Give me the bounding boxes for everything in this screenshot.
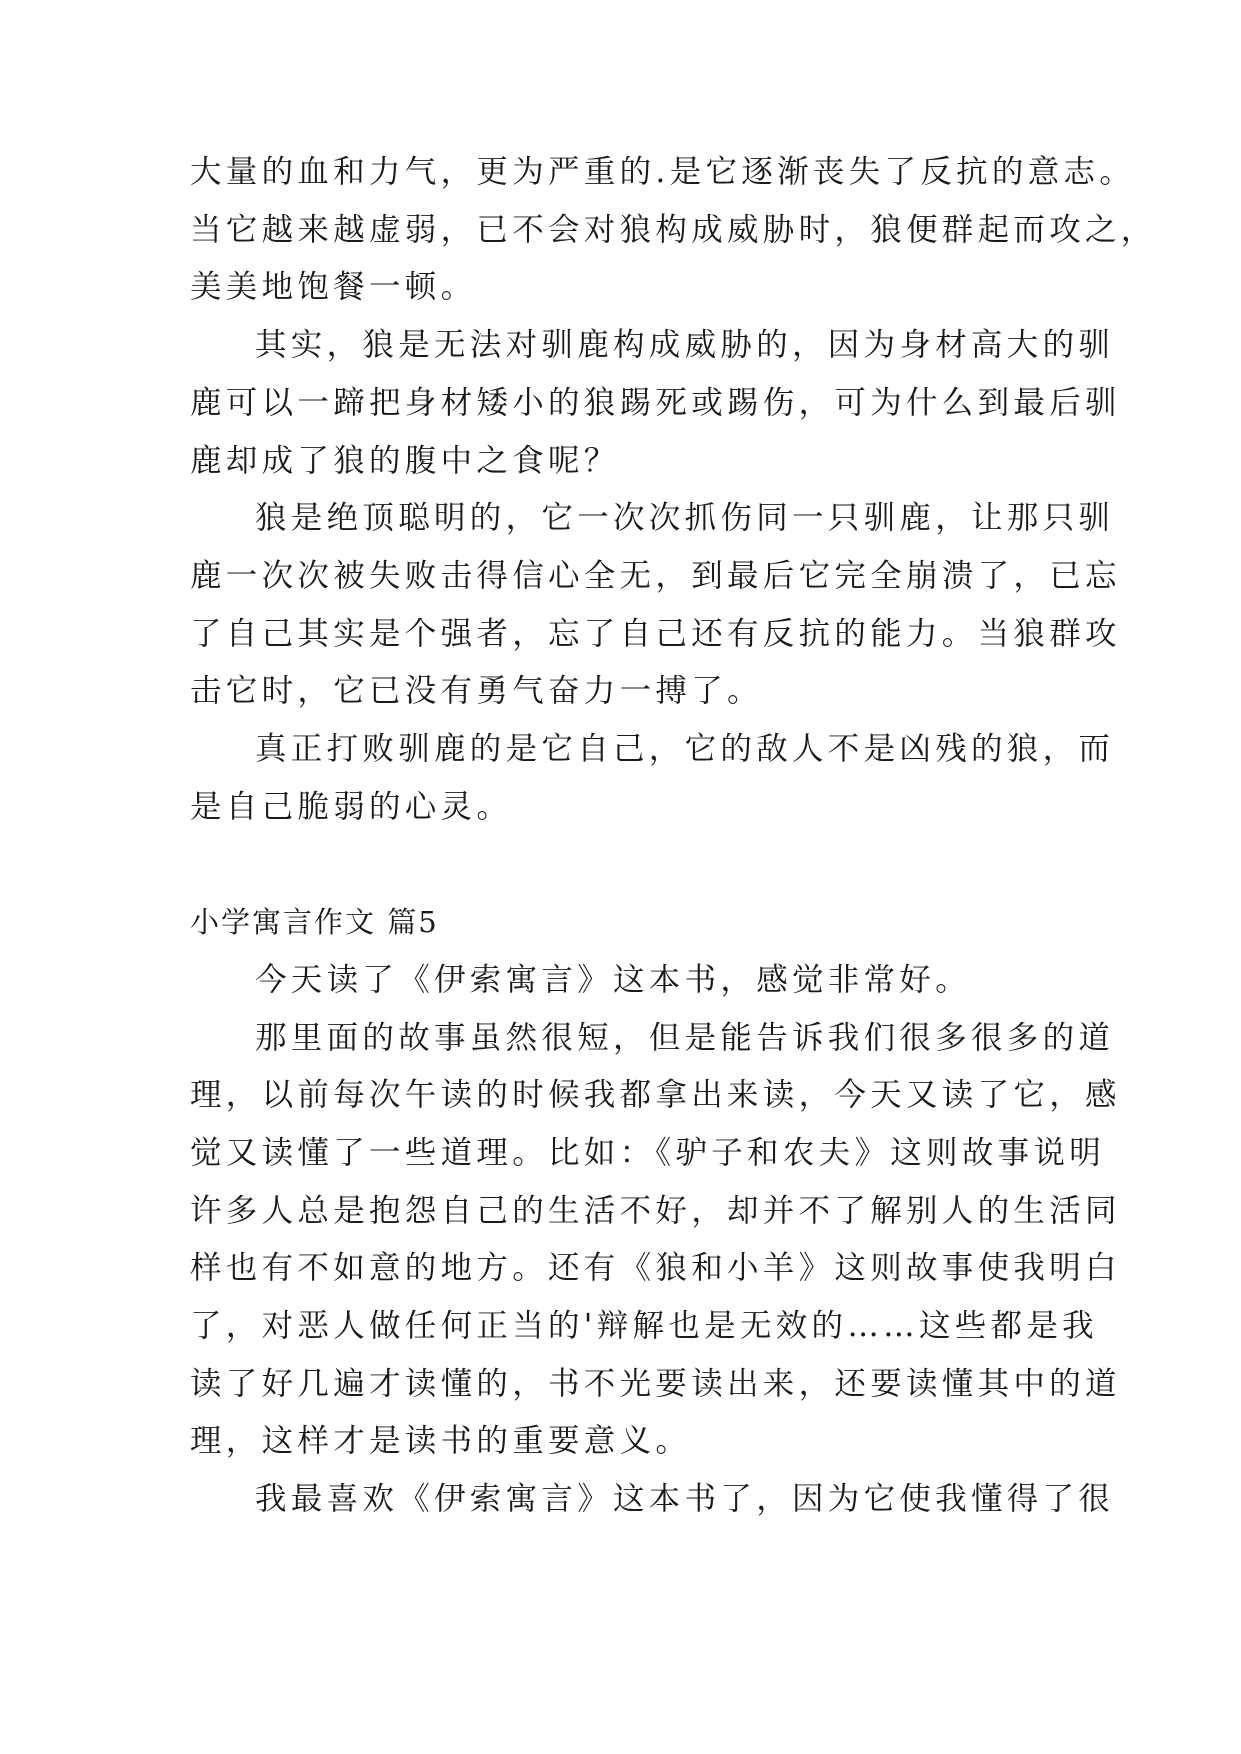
paragraph-line: 大量的血和力气，更为严重的.是它逐渐丧失了反抗的意志。 — [190, 154, 1136, 190]
paragraph-line: 今天读了《伊索寓言》这本书，感觉非常好。 — [255, 961, 972, 998]
paragraph-line: 了自己其实是个强者，忘了自己还有反抗的能力。当狼群攻 — [190, 615, 1121, 652]
paragraph-line: 觉又读懂了一些道理。比如：《驴子和农夫》这则故事说明 — [190, 1134, 1106, 1171]
paragraph-line: 鹿却成了狼的腹中之食呢？ — [190, 442, 620, 479]
paragraph-line: 理，这样才是读书的重要意义。 — [190, 1423, 692, 1460]
paragraph-line: 真正打败驯鹿的是它自己，它的敌人不是凶残的狼，而 — [255, 731, 1115, 767]
paragraph-line: 是自己脆弱的心灵。 — [190, 788, 513, 825]
paragraph-line: 样也有不如意的地方。还有《狼和小羊》这则故事使我明白 — [190, 1250, 1121, 1287]
paragraph-line: 我最喜欢《伊索寓言》这本书了，因为它使我懂得了很 — [255, 1481, 1115, 1518]
paragraph-line: 鹿可以一蹄把身材矮小的狼踢死或踢伤，可为什么到最后驯 — [190, 384, 1121, 421]
section-heading: 小学寓言作文 篇5 — [190, 905, 439, 940]
paragraph-line: 那里面的故事虽然很短，但是能告诉我们很多很多的道 — [255, 1019, 1115, 1056]
paragraph-line: 狼是绝顶聪明的，它一次次抓伤同一只驯鹿，让那只驯 — [255, 500, 1115, 537]
paragraph-line: 鹿一次次被失败击得信心全无，到最后它完全崩溃了，已忘 — [190, 557, 1121, 594]
paragraph-line: 当它越来越虚弱，已不会对狼构成威胁时，狼便群起而攻之， — [190, 211, 1157, 248]
paragraph-line: 击它时，它已没有勇气奋力一搏了。 — [190, 673, 763, 710]
paragraph-line: 了，对恶人做任何正当的'辩解也是无效的……这些都是我 — [190, 1308, 1098, 1344]
paragraph-line: 其实，狼是无法对驯鹿构成威胁的，因为身材高大的驯 — [255, 327, 1115, 364]
paragraph-line: 读了好几遍才读懂的，书不光要读出来，还要读懂其中的道 — [190, 1365, 1121, 1402]
paragraph-line: 理，以前每次午读的时候我都拿出来读，今天又读了它，感 — [190, 1077, 1121, 1114]
paragraph-line: 美美地饱餐一顿。 — [190, 269, 477, 306]
paragraph-line: 许多人总是抱怨自己的生活不好，却并不了解别人的生活同 — [190, 1192, 1121, 1229]
